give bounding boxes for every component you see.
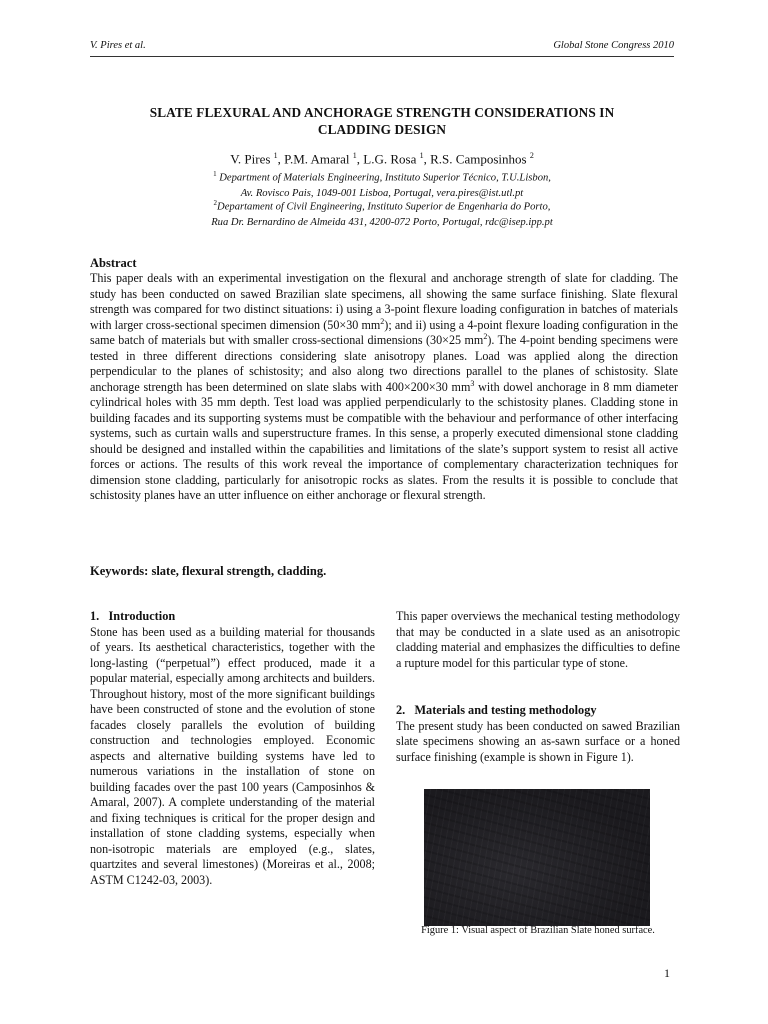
author-list bbox=[90, 151, 674, 167]
figure-slate-surface bbox=[424, 789, 650, 926]
introduction-text: Stone has been used as a building material for thousands of years. Its aesthetical characteristics, together with the long-lasting (“perpetual”) effect produced, made it a popular material, especially among architects and builders. Throughout history, most of the more significant buildings have been constructed of stone and the evolution of stone facades closely parallels the evolution of building construction and technologies employed. Economic aspects and alternative building systems have led to numerous variations in the installation of stone on building facades over the past 100 years (Camposinhos & Amaral, 2007). A complete understanding of the material and fixing techniques is critical for the proper design and installation of stone cladding systems, especially when non-isotropic materials are employed (e.g., slates, quartzites and several limestones) (Moreiras et al., 2008; ASTM C1242-03, 2003). bbox=[90, 624, 375, 887]
header-authors: V. Pires et al. bbox=[90, 40, 146, 51]
abstract-sup-2: 2 bbox=[483, 331, 488, 341]
introduction-heading: 1. Introduction bbox=[90, 609, 176, 623]
left-column bbox=[90, 609, 375, 888]
author-4: , R.S. Camposinhos bbox=[423, 151, 530, 167]
figure-caption: Figure 1: Visual aspect of Brazilian Slate honed surface. bbox=[421, 925, 655, 936]
author-1-sup: 1 bbox=[273, 151, 278, 160]
affiliation-2-line-1: Departament of Civil Engineering, Instituto Superior de Engenharia do Porto, bbox=[217, 201, 551, 213]
affiliation-1-line-2: Av. Rovisco Pais, 1049-001 Lisboa, Portugal, vera.pires@ist.utl.pt bbox=[240, 187, 524, 199]
abstract-part-2: ); and ii) using a 4-point flexure loading configuration in the same batch of materials but with smaller cross-sectional dimensions (30×25 mm bbox=[90, 317, 678, 347]
abstract-body bbox=[90, 271, 678, 504]
materials-text: The present study has been conducted on sawed Brazilian slate specimens showing an as-sawn surface or a honed surface finishing (example is shown in Figure 1). bbox=[396, 718, 680, 764]
abstract-heading: Abstract bbox=[90, 256, 137, 270]
title-line-1: SLATE FLEXURAL AND ANCHORAGE STRENGTH CONSIDERATIONS IN bbox=[149, 105, 615, 120]
affiliation-2-sup: 2 bbox=[213, 199, 218, 207]
page-number: 1 bbox=[664, 966, 670, 980]
abstract-part-4: with dowel anchorage in 8 mm diameter cylindrical holes with 35 mm depth. Test load was applied perpendicularly to the schistosity planes. Cladding stone in building facades and its supporting systems must be compatible with the behaviour and performance of other interfacing systems, such as curtain walls and superstructure frames. In this sense, a properly executed dimensional stone cladding should be designed and installed within the capabilities and limitations of the slate’s support system to resist all active forces or actions. The results of this work reveal the importance of complementary characterization techniques for dimension stone cladding, particularly for anisotropic rocks as slates. From the results it is possible to conclude that schistosity planes have an utter influence on either anchorage or flexural strength. bbox=[90, 379, 678, 502]
affiliation-1-sup: 1 bbox=[213, 170, 217, 178]
affiliation-2-line-2: Rua Dr. Bernardino de Almeida 431, 4200-072 Porto, Portugal, rdc@isep.ipp.pt bbox=[211, 216, 553, 228]
materials-section bbox=[396, 703, 680, 765]
right-column-paragraph: This paper overviews the mechanical testing methodology that may be conducted in a slate used as an anisotropic cladding material and emphasizes the difficulties to define a rupture model for this particular type of stone. bbox=[396, 609, 680, 670]
author-2-sup: 1 bbox=[352, 151, 357, 160]
running-header bbox=[90, 40, 674, 57]
keywords: Keywords: slate, flexural strength, cladding. bbox=[90, 564, 327, 578]
author-2: , P.M. Amaral bbox=[277, 151, 353, 167]
author-3: , L.G. Rosa bbox=[356, 151, 420, 167]
abstract-sup-3: 3 bbox=[470, 378, 475, 388]
abstract-part-3: ). The 4-point bending specimens were tested in three different directions considering slate anisotropy planes. Load was applied along the direction perpendicular to the planes of schistosity; and also along two directions parallel to the planes of schistosity. Slate anchorage strength has been determined on slate slabs with 400×200×30 mm bbox=[90, 333, 678, 394]
header-conference: Global Stone Congress 2010 bbox=[553, 40, 674, 51]
paper-title bbox=[90, 104, 674, 138]
title-line-2: CLADDING DESIGN bbox=[317, 122, 447, 137]
abstract-sup-1: 2 bbox=[380, 316, 385, 326]
abstract-part-1: This paper deals with an experimental investigation on the flexural and anchorage strength of slate for cladding. The study has been conducted on sawed Brazilian slate specimens, all showing the same surface finishing. Slate flexural strength was compared for two distinct situations: i) using a 3-point flexure loading configuration in batches of materials with larger cross-sectional specimen dimension (50×30 mm bbox=[90, 271, 678, 332]
author-1: V. Pires bbox=[230, 151, 274, 167]
affiliation-1-line-1: Department of Materials Engineering, Instituto Superior Técnico, T.U.Lisbon, bbox=[216, 172, 551, 184]
materials-heading: 2. Materials and testing methodology bbox=[396, 703, 597, 717]
affiliation-2 bbox=[90, 196, 674, 230]
author-4-sup: 2 bbox=[529, 151, 534, 160]
author-3-sup: 1 bbox=[419, 151, 424, 160]
